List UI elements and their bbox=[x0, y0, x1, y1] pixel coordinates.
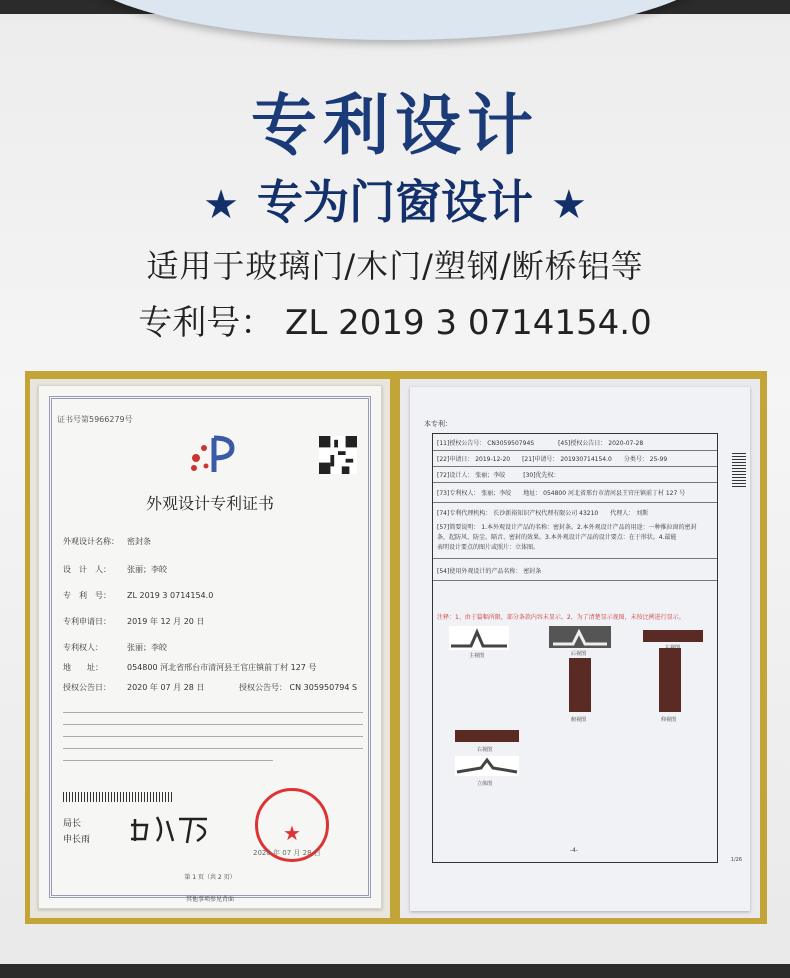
signature-icon bbox=[127, 811, 217, 847]
field-address: 地 址： 054800 河北省邢台市清河县王官庄镇前丁村 127 号 bbox=[63, 663, 317, 672]
publication-page-count: 1/26 bbox=[730, 857, 742, 863]
pub-row: 条，起防风、防尘、隔音、密封的效果。3.本外观设计产品的设计要点：在于形状。4.最能 bbox=[437, 534, 677, 541]
pub-row: [22]申请日： 2019-12-20 [21]申请号： 201930714154.0 分类号： 25-99 bbox=[437, 456, 668, 463]
top-arc-decoration bbox=[70, 0, 720, 40]
publication-photo bbox=[400, 379, 760, 918]
pub-row: [74]专利代理机构： 长沙新裕知识产权代理有限公司 43210 代理人： 刘斯 bbox=[437, 510, 649, 517]
certificate-bottom-note: 其他事项参见背面 bbox=[185, 896, 234, 903]
publication-table bbox=[432, 433, 718, 863]
field-patent-no: 专 利 号： ZL 2019 3 0714154.0 bbox=[63, 591, 214, 600]
official-seal-icon: ★ bbox=[255, 788, 329, 862]
usage-text: 适用于玻璃门/木门/塑钢/断桥铝等 bbox=[146, 247, 644, 285]
director-title: 局长 bbox=[63, 819, 82, 829]
bottom-view-drawing bbox=[569, 658, 591, 712]
field-grant-no: 授权公告号： CN 305950794 S bbox=[239, 683, 358, 692]
field-designer: 设 计 人： 张丽；李皎 bbox=[63, 565, 167, 574]
patent-number: 专利号： ZL 2019 3 0714154.0 bbox=[138, 303, 652, 343]
pub-row: [11]授权公告号： CN305950794S [45]授权公告日： 2020-07-28 bbox=[437, 440, 644, 447]
publication-note: 注释：1、由于篇幅所限，部分条款内容未显示。2、为了清楚显示视图，未按比例进行显示。 bbox=[437, 614, 685, 621]
certificate-page-number: 第 1 页（共 2 页） bbox=[184, 874, 236, 881]
bottom-dark-band bbox=[0, 964, 790, 978]
seal-date: 2020 年 07 月 28 日 bbox=[253, 849, 321, 857]
pub-row: [57]简要说明： 1.本外观设计产品的名称：密封条。2.本外观设计产品的用途：一种推拉窗的密封 bbox=[437, 524, 697, 531]
front-view-drawing bbox=[449, 626, 509, 650]
subtitle-text: 专为门窗设计 bbox=[257, 175, 533, 229]
patent-office-logo-icon bbox=[184, 434, 244, 474]
field-patentee: 专利权人： 张丽；李皎 bbox=[63, 643, 167, 652]
star-icon: ★ bbox=[551, 182, 587, 228]
legal-text-lines bbox=[63, 704, 363, 767]
field-filing-date: 专利申请日： 2019 年 12 月 20 日 bbox=[63, 617, 205, 626]
view-label: 立体图 bbox=[477, 781, 493, 787]
publication-page-number: -4- bbox=[570, 847, 579, 854]
publication-sheet bbox=[410, 387, 750, 911]
page-title: 专利设计 bbox=[251, 87, 539, 164]
left-view-drawing bbox=[643, 630, 703, 642]
right-view-drawing bbox=[455, 730, 519, 742]
certificate-title: 外观设计专利证书 bbox=[145, 494, 274, 513]
pub-row: [73]专利权人： 张丽；李皎 地址： 054800 河北省邢台市清河县王官庄镇前丁村 127 号 bbox=[437, 490, 686, 497]
perspective-view-drawing bbox=[455, 756, 519, 776]
side-barcode-icon bbox=[732, 451, 746, 487]
view-label: 后视图 bbox=[571, 651, 587, 657]
director-name: 申长雨 bbox=[63, 835, 91, 845]
field-design-name: 外观设计名称： 密封条 bbox=[63, 537, 151, 546]
subtitle bbox=[0, 166, 790, 232]
view-label: 仰视图 bbox=[661, 717, 677, 723]
view-label: 俯视图 bbox=[571, 717, 587, 723]
publication-header: 本专利： bbox=[424, 420, 452, 428]
star-icon: ★ bbox=[203, 182, 239, 228]
view-label: 主视图 bbox=[469, 653, 485, 659]
field-grant-date: 授权公告日： 2020 年 07 月 28 日 bbox=[63, 683, 205, 692]
pub-row: [72]设计人： 张丽；李皎 [30]优先权： bbox=[437, 472, 560, 479]
pub-row: [54]使用外观设计的产品名称： 密封条 bbox=[437, 568, 542, 575]
view-label: 右视图 bbox=[477, 747, 493, 753]
qr-code-icon bbox=[319, 436, 357, 474]
certificate-sheet bbox=[38, 385, 382, 909]
rear-view-drawing bbox=[549, 626, 611, 648]
pub-row: 表明设计要点的图片或照片：立体图。 bbox=[437, 544, 540, 551]
certificate-number: 证书号第5966279号 bbox=[57, 415, 133, 424]
certificate-photo bbox=[30, 379, 390, 918]
top-view-drawing bbox=[659, 648, 681, 712]
barcode-icon bbox=[63, 792, 173, 802]
